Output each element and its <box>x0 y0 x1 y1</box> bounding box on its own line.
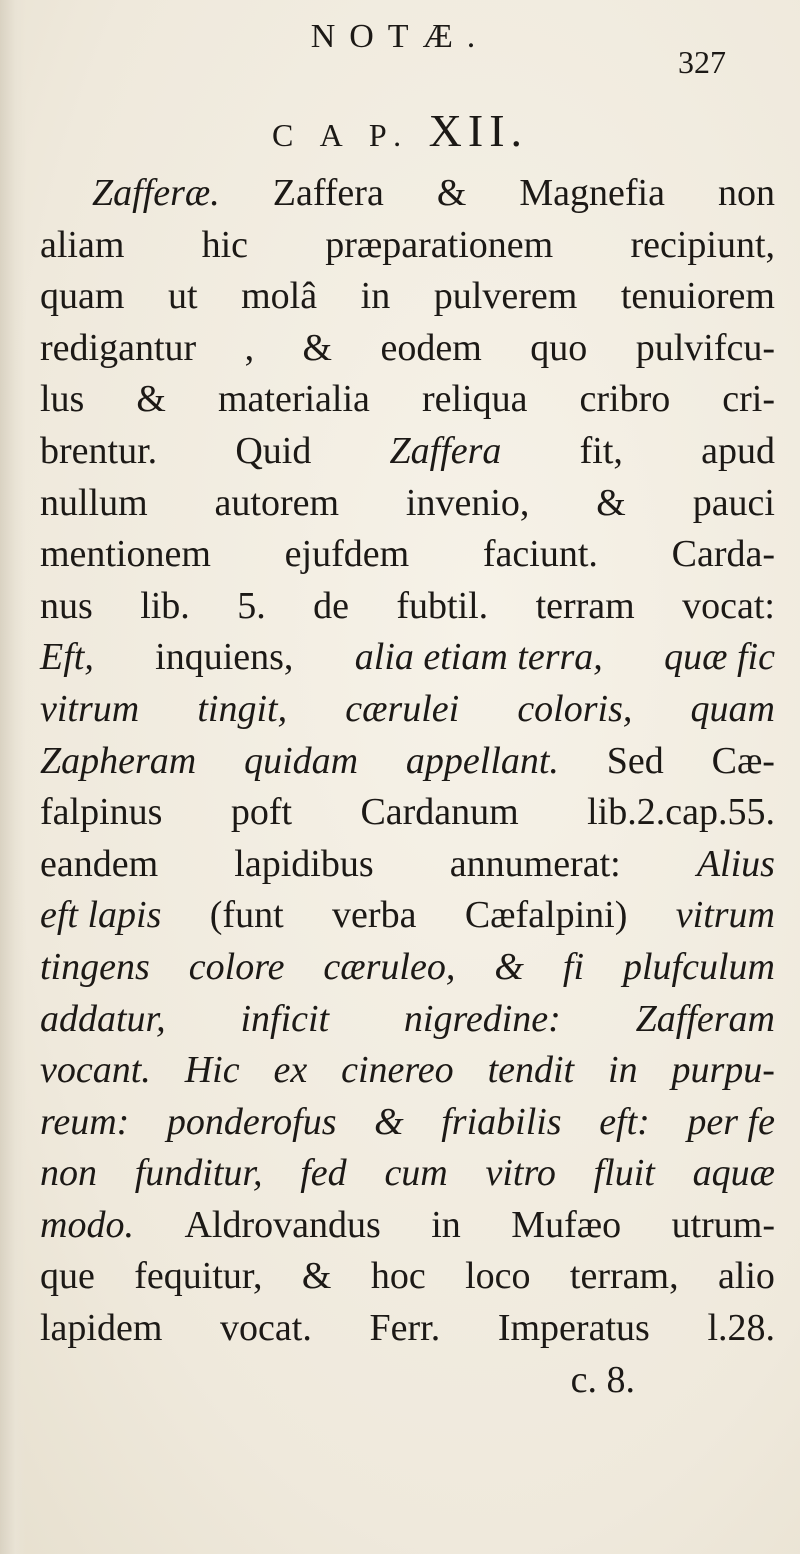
word: modo. <box>40 1203 134 1246</box>
word: non <box>717 172 775 214</box>
text-line <box>40 1303 775 1355</box>
word: Zapheram <box>40 739 197 782</box>
text-line <box>40 942 775 994</box>
catchword-line: c. 8. <box>570 1358 635 1401</box>
word: fit, <box>579 429 623 472</box>
word: annumerat: <box>449 842 621 885</box>
word: reliqua <box>421 378 528 421</box>
word: faciunt. <box>482 533 598 576</box>
word: eodem <box>380 326 482 369</box>
chapter-prefix: C A P. <box>271 117 412 153</box>
word: & <box>374 1100 404 1143</box>
word: falpinus <box>40 791 163 834</box>
word: Eft, <box>40 636 94 679</box>
word: Alius <box>696 842 775 885</box>
word: lapidem <box>40 1307 163 1350</box>
word: Zaffera <box>389 429 502 472</box>
word: tendit <box>487 1049 575 1092</box>
word: aliam <box>40 223 125 266</box>
word: reum: <box>40 1100 130 1143</box>
word: lib. <box>140 584 190 627</box>
text-line <box>40 1097 775 1149</box>
word: eandem <box>40 842 159 885</box>
word: plufculum <box>623 945 775 988</box>
word: & <box>301 1255 332 1298</box>
word: Zafferam <box>635 997 775 1040</box>
word: inquiens, <box>155 636 294 679</box>
word: quæ fic <box>664 636 775 679</box>
word: pulverem <box>433 275 578 318</box>
word: vocat. <box>220 1307 312 1350</box>
word: ponderofus <box>166 1100 337 1143</box>
word: Ferr. <box>369 1307 441 1350</box>
word: autorem <box>214 481 340 524</box>
word: Cardanum <box>360 791 519 834</box>
word: ut <box>168 275 198 318</box>
word: utrum- <box>671 1203 775 1246</box>
word: cinereo <box>341 1049 454 1092</box>
word: ejufdem <box>284 533 410 576</box>
text-line <box>40 529 775 581</box>
text-line <box>40 478 775 530</box>
word: vitrum <box>40 687 140 730</box>
text-line <box>40 220 775 272</box>
word: tingit, <box>197 687 288 730</box>
text-line <box>40 1251 775 1303</box>
word: Sed <box>606 739 664 782</box>
word: brentur. <box>40 429 158 472</box>
word: 5. <box>237 584 266 627</box>
word: fequitur, <box>134 1255 263 1298</box>
word: eft: <box>599 1100 650 1143</box>
word: tenuiorem <box>620 275 775 318</box>
word: quam <box>40 275 125 318</box>
word: molâ <box>241 275 318 318</box>
word: lapidibus <box>234 842 374 885</box>
word: funditur, <box>134 1152 263 1195</box>
text-line <box>40 890 775 942</box>
word: vocat: <box>682 584 775 627</box>
text-line <box>40 1200 775 1252</box>
word: ex <box>273 1049 308 1092</box>
text-line <box>40 426 775 478</box>
word: Zaffera <box>272 172 384 214</box>
body-text <box>40 168 775 1406</box>
text-line <box>40 581 775 633</box>
word: & <box>436 172 467 214</box>
word: Magnefia <box>519 172 665 214</box>
word: fed <box>300 1152 347 1195</box>
word: eft lapis <box>40 894 162 937</box>
word: & <box>596 481 626 524</box>
word: que <box>40 1255 95 1298</box>
word: quidam <box>244 739 359 782</box>
chapter-numeral: XII. <box>428 105 529 156</box>
text-line <box>40 994 775 1046</box>
word: & <box>302 326 333 369</box>
text-line <box>40 1045 775 1097</box>
word: Cæfalpini) <box>464 894 628 937</box>
word: (funt <box>209 894 284 937</box>
text-line <box>40 839 775 891</box>
word: cum <box>384 1152 448 1195</box>
word: nus <box>40 584 93 627</box>
word: cæruleo, <box>323 945 456 988</box>
word: præparationem <box>325 223 554 266</box>
word: aquæ <box>692 1152 775 1195</box>
word: Mufæo <box>511 1203 622 1246</box>
word: in <box>360 275 391 318</box>
page-number: 327 <box>678 44 726 80</box>
word: , <box>244 326 255 369</box>
word: appellant. <box>405 739 559 782</box>
word: inficit <box>240 997 330 1040</box>
word: in <box>431 1203 461 1246</box>
word: lus <box>40 378 85 421</box>
word: lib.2.cap.55. <box>587 791 775 834</box>
word: in <box>608 1049 638 1092</box>
word: vitro <box>485 1152 556 1195</box>
text-line <box>40 271 775 323</box>
text-line <box>40 168 775 220</box>
word: addatur, <box>40 997 166 1040</box>
word: mentionem <box>40 533 211 576</box>
word: Aldrovandus <box>184 1203 381 1246</box>
text-line <box>40 736 775 788</box>
word: coloris, <box>517 687 633 730</box>
word: l.28. <box>707 1307 775 1350</box>
word: Imperatus <box>497 1307 650 1350</box>
word: hoc <box>370 1255 426 1298</box>
word: Cæ- <box>711 739 775 782</box>
word: alio <box>717 1255 775 1298</box>
word: colore <box>188 945 285 988</box>
text-line <box>40 684 775 736</box>
word: loco <box>465 1255 531 1298</box>
word: purpu- <box>671 1049 775 1092</box>
word: quo <box>530 326 588 369</box>
word: & <box>494 945 524 988</box>
word: terram <box>535 584 635 627</box>
text-line <box>40 787 775 839</box>
word: recipiunt, <box>630 223 775 266</box>
word: hic <box>201 223 249 266</box>
word: terram, <box>569 1255 679 1298</box>
word: quam <box>690 687 775 730</box>
word: verba <box>332 894 417 937</box>
word: pauci <box>692 481 775 524</box>
word: Hic <box>184 1049 240 1092</box>
word: pulvifcu- <box>635 326 775 369</box>
word: fluit <box>593 1152 655 1195</box>
word: alia etiam terra, <box>354 636 603 679</box>
text-line <box>40 323 775 375</box>
word: redigantur <box>40 326 197 369</box>
word: cærulei <box>345 687 460 730</box>
word: & <box>136 378 166 421</box>
word: vocant. <box>40 1049 151 1092</box>
word: invenio, <box>405 481 530 524</box>
word: non <box>40 1152 97 1195</box>
word: Zafferæ. <box>92 172 220 214</box>
page-gutter-shadow <box>0 0 26 1554</box>
word: vitrum <box>675 894 775 937</box>
word: materialia <box>217 378 370 421</box>
word: poft <box>230 791 293 834</box>
word: de <box>313 584 349 627</box>
word: nigredine: <box>403 997 561 1040</box>
word: tingens <box>40 945 150 988</box>
word: Quid <box>235 429 312 472</box>
word: friabilis <box>441 1100 562 1143</box>
word: cribro <box>579 378 671 421</box>
word: cri- <box>722 378 775 421</box>
running-head: NOTÆ. <box>310 18 490 55</box>
word: apud <box>701 429 775 472</box>
word: fi <box>562 945 585 988</box>
chapter-heading <box>0 104 800 157</box>
word: per fe <box>687 1100 775 1143</box>
word: nullum <box>40 481 148 524</box>
text-line <box>40 1148 775 1200</box>
text-line <box>40 374 775 426</box>
word: Carda- <box>671 533 775 576</box>
word: fubtil. <box>396 584 489 627</box>
text-line <box>40 632 775 684</box>
